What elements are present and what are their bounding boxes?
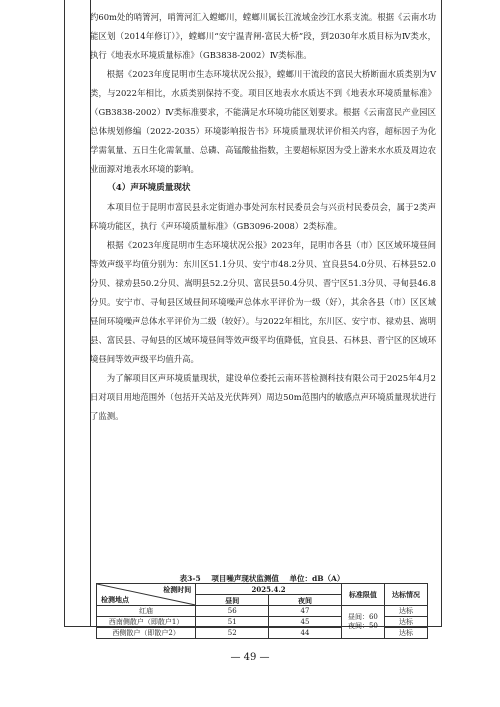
table-unit: 单位：dB（A） [289,574,345,583]
paragraph-water-quality: 根据《2023年度昆明市生态环境状况公报》，螳螂川干流段的富民大桥断面水质类别为Ⅴ类，与2022年相比，水质类别保持不变。项目区地表水水质达不到《地表水环境质量标准》（GB3838-2002）Ⅳ类标准要求，不能满足水环境功能区划要求。根据《云南富民产业园区总体规划修编（2022-2035）环境影响报告书》环境质量现状评价相关内容，超标因子为化学需氧量、五日生化需氧量、总磷、高锰酸盐指数，主要超标原因为受上游来水水质及周边农业面源对地表水环境的影响。 [90,69,436,174]
paragraph-noise-zone: 本项目位于昆明市富民县永定街道办事处河东村民委员会与兴贡村民委员会，属于2类声环境功能区，执行《声环境质量标准》（GB3096-2008）2类标准。 [90,202,436,231]
header-standard: 标准限值 [341,584,384,606]
table-title: 项目噪声现状监测值 [211,574,279,583]
paragraph-noise-bulletin: 根据《2023年度昆明市生态环境状况公报》2023年，昆明市各县（市）区区域环境昼间等效声级平均值分别为：东川区51.1分贝、安宁市48.2分贝、宜良县54.0分贝、石林县52.0分贝、禄劝县50.2分贝、嵩明县52.2分贝、富民县50.4分贝、晋宁区51.3分贝、寻甸县46.8分贝。安宁市、寻甸县区域昼间环境噪声总体水平评价为一级（好），其余各县（市）区区域昼间环境噪声总体水平评价为二级（较好）。与2022年相比，东川区、安宁市、禄劝县、嵩明县、富民县、寻甸县的区域环境昼间等效声级平均值降低，宜良县、石林县、晋宁区的区域环境昼间等效声级平均值升高。 [90,240,436,364]
row-result: 达标 [384,617,427,628]
header-night: 夜间 [269,595,342,606]
row-result: 达标 [384,628,427,639]
row-night-value: 47 [269,606,342,617]
standard-limit-cell [341,606,384,639]
standard-night: 夜间：50 [347,622,378,630]
section-heading-noise: （4）声环境质量现状 [107,183,191,193]
paragraph-water-function: 约60m处的哨箐河，哨箐河汇入螳螂川，螳螂川属长江流域金沙江水系支流。根据《云南水功能区划（2014年修订）》，螳螂川“安宁温青闸-富民大桥”段，到2030年水质目标为Ⅳ类水，执行《地表水环境质量标准》（GB3838-2002）Ⅳ类标准。 [90,12,436,60]
row-result: 达标 [384,606,427,617]
header-day: 昼间 [196,595,269,606]
header-date: 2025.4.2 [196,584,342,595]
frame-right-line [441,0,442,627]
frame-left-line [64,0,65,627]
page-number: — 49 — [230,652,270,663]
table-header-diagonal-cell [97,584,196,606]
row-night-value: 44 [269,628,342,639]
row-day-value: 52 [196,628,269,639]
row-night-value: 45 [269,617,342,628]
noise-monitoring-table [96,583,428,639]
row-day-value: 51 [196,617,269,628]
table-number: 表3-5 [179,574,201,583]
table-row [97,606,428,617]
paragraph-monitoring: 为了解项目区声环境质量现状，建设单位委托云南环菩检测科技有限公司于2025年4月2日对项目用地范围外（包括开关站及光伏阵列）周边50m范围内的敏感点声环境质量现状进行了监测。 [90,373,436,421]
row-day-value: 56 [196,606,269,617]
header-time-label: 检测时间 [163,585,192,594]
row-location: 红庙 [97,606,196,617]
header-result: 达标情况 [384,584,427,606]
header-location-label: 检测地点 [101,595,129,604]
body-text [90,8,436,426]
row-location: 西南侧散户（即散户1） [97,617,196,628]
standard-day: 昼间：60 [347,613,378,621]
row-location: 西侧散户（即散户2） [97,628,196,639]
